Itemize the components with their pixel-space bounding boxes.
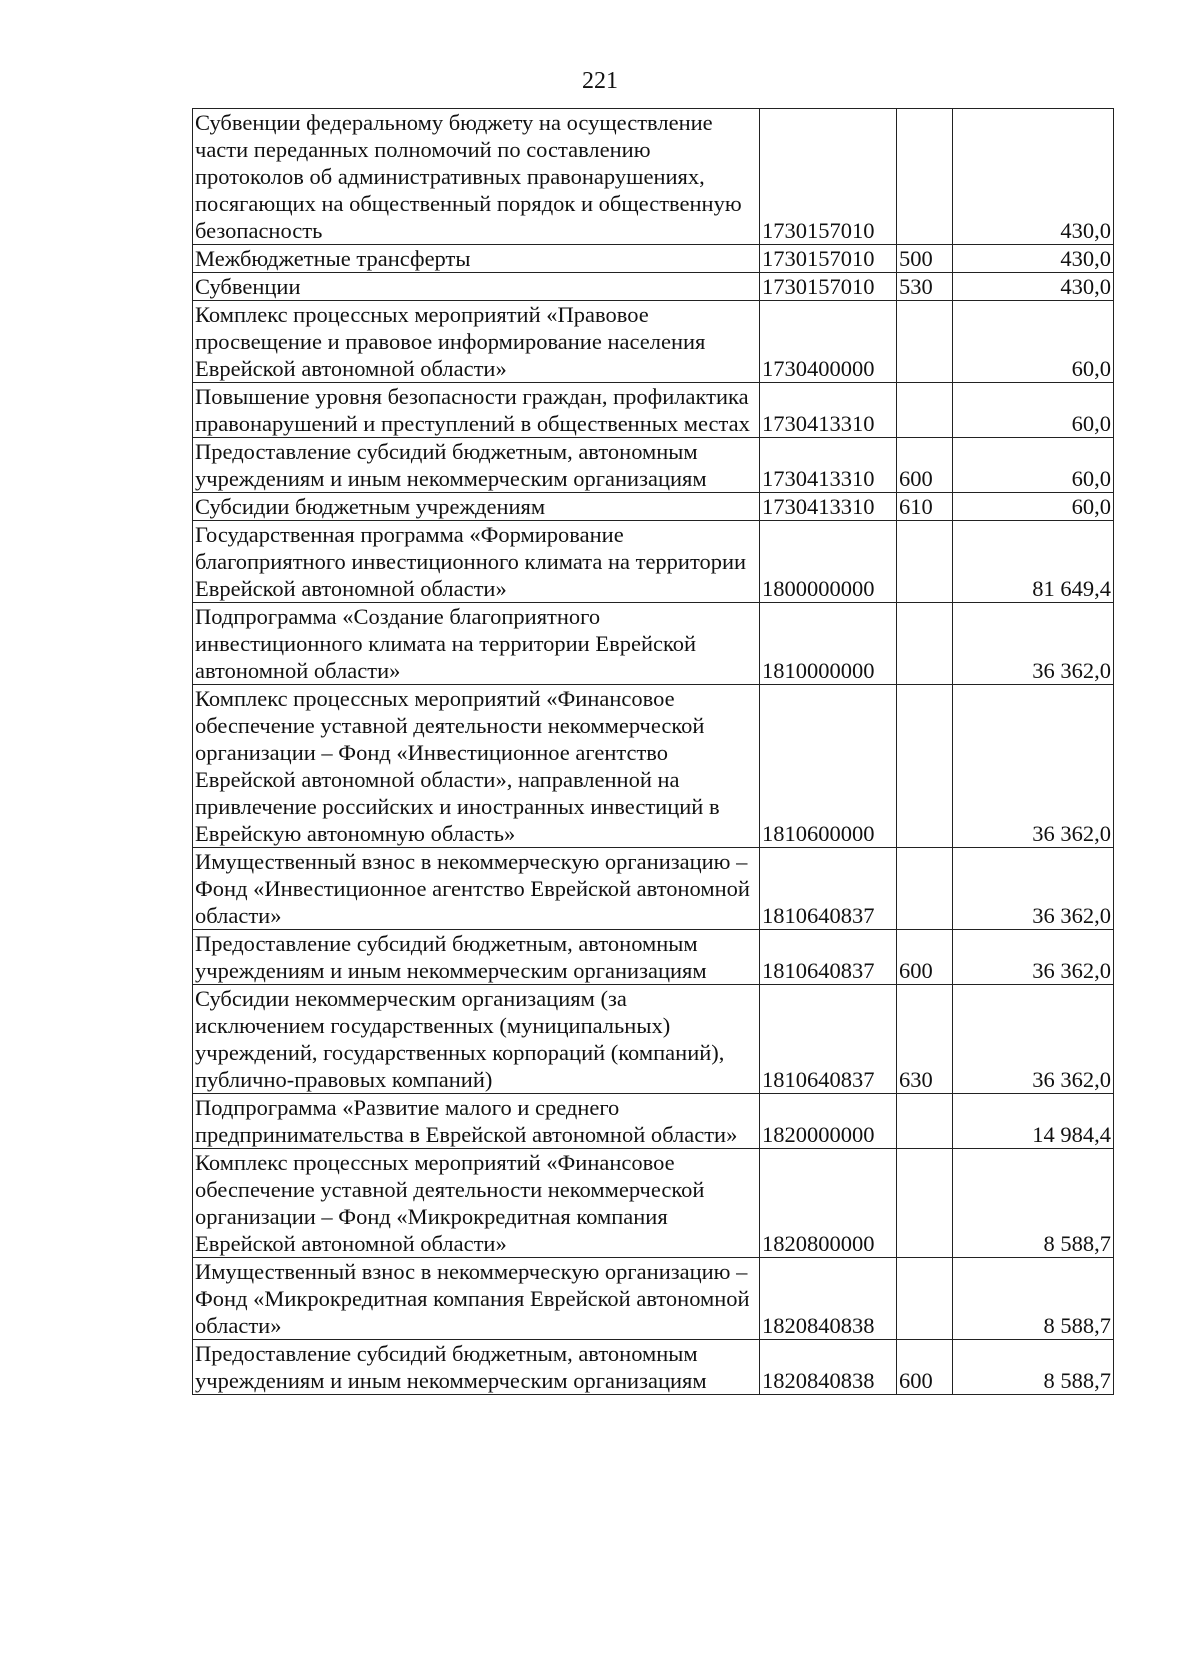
row-amount: 8 588,7 (953, 1258, 1114, 1340)
row-code: 1820800000 (760, 1149, 897, 1258)
row-name: Государственная программа «Формирование благоприятного инвестиционного климата на территории Еврейской автономной области» (193, 521, 760, 603)
row-amount: 8 588,7 (953, 1149, 1114, 1258)
table-row (193, 521, 1114, 603)
table-row (193, 493, 1114, 521)
row-amount: 36 362,0 (953, 685, 1114, 848)
row-code: 1730157010 (760, 109, 897, 245)
row-code: 1730413310 (760, 438, 897, 493)
row-code: 1820840838 (760, 1258, 897, 1340)
row-name: Субвенции федеральному бюджету на осуществление части переданных полномочий по составлению протоколов об административных правонарушениях, посягающих на общественный порядок и общественную безопасность (193, 109, 760, 245)
row-code: 1810600000 (760, 685, 897, 848)
row-code: 1810640837 (760, 985, 897, 1094)
table-row (193, 1340, 1114, 1395)
table-row (193, 930, 1114, 985)
row-type: 600 (897, 1340, 953, 1395)
row-code: 1810640837 (760, 848, 897, 930)
row-name: Комплекс процессных мероприятий «Правовое просвещение и правовое информирование населения Еврейской автономной области» (193, 301, 760, 383)
row-type: 500 (897, 245, 953, 273)
row-type: 610 (897, 493, 953, 521)
row-name: Субсидии некоммерческим организациям (за исключением государственных (муниципальных) учреждений, государственных корпораций (компаний), публично-правовых компаний) (193, 985, 760, 1094)
row-type (897, 1149, 953, 1258)
row-name: Повышение уровня безопасности граждан, профилактика правонарушений и преступлений в общественных местах (193, 383, 760, 438)
table-row (193, 848, 1114, 930)
row-name: Предоставление субсидий бюджетным, автономным учреждениям и иным некоммерческим организациям (193, 930, 760, 985)
row-type: 530 (897, 273, 953, 301)
row-amount: 36 362,0 (953, 930, 1114, 985)
table-row (193, 685, 1114, 848)
row-amount: 8 588,7 (953, 1340, 1114, 1395)
row-amount: 60,0 (953, 383, 1114, 438)
table-row (193, 1258, 1114, 1340)
row-code: 1820840838 (760, 1340, 897, 1395)
row-name: Комплекс процессных мероприятий «Финансовое обеспечение уставной деятельности некоммерческой организации – Фонд «Инвестиционное агентство Еврейской автономной области», направленной на привлечение российских и иностранных инвестиций в Еврейскую автономную область» (193, 685, 760, 848)
row-name: Имущественный взнос в некоммерческую организацию – Фонд «Микрокредитная компания Еврейской автономной области» (193, 1258, 760, 1340)
row-name: Предоставление субсидий бюджетным, автономным учреждениям и иным некоммерческим организациям (193, 1340, 760, 1395)
row-amount: 430,0 (953, 109, 1114, 245)
row-code: 1800000000 (760, 521, 897, 603)
row-type (897, 1094, 953, 1149)
row-name: Комплекс процессных мероприятий «Финансовое обеспечение уставной деятельности некоммерческой организации – Фонд «Микрокредитная компания Еврейской автономной области» (193, 1149, 760, 1258)
row-amount: 36 362,0 (953, 985, 1114, 1094)
row-code: 1730157010 (760, 273, 897, 301)
table-row (193, 301, 1114, 383)
row-type (897, 1258, 953, 1340)
table-row (193, 245, 1114, 273)
row-code: 1810640837 (760, 930, 897, 985)
table-row (193, 1149, 1114, 1258)
row-code: 1810000000 (760, 603, 897, 685)
row-amount: 60,0 (953, 493, 1114, 521)
table-row (193, 438, 1114, 493)
row-type: 600 (897, 438, 953, 493)
table-row (193, 109, 1114, 245)
row-code: 1730413310 (760, 383, 897, 438)
row-type: 600 (897, 930, 953, 985)
row-amount: 36 362,0 (953, 848, 1114, 930)
row-amount: 36 362,0 (953, 603, 1114, 685)
row-name: Предоставление субсидий бюджетным, автономным учреждениям и иным некоммерческим организациям (193, 438, 760, 493)
row-amount: 430,0 (953, 273, 1114, 301)
row-code: 1820000000 (760, 1094, 897, 1149)
row-amount: 81 649,4 (953, 521, 1114, 603)
row-name: Субвенции (193, 273, 760, 301)
row-type (897, 848, 953, 930)
row-name: Межбюджетные трансферты (193, 245, 760, 273)
row-code: 1730157010 (760, 245, 897, 273)
table-row (193, 383, 1114, 438)
row-amount: 60,0 (953, 438, 1114, 493)
row-amount: 430,0 (953, 245, 1114, 273)
row-amount: 60,0 (953, 301, 1114, 383)
row-name: Имущественный взнос в некоммерческую организацию – Фонд «Инвестиционное агентство Еврейской автономной области» (193, 848, 760, 930)
table-row (193, 273, 1114, 301)
row-type (897, 383, 953, 438)
budget-table (192, 108, 1114, 1395)
row-type (897, 521, 953, 603)
row-type (897, 109, 953, 245)
row-type (897, 603, 953, 685)
table-row (193, 985, 1114, 1094)
table-row (193, 1094, 1114, 1149)
row-code: 1730400000 (760, 301, 897, 383)
page-number: 221 (582, 68, 618, 94)
row-amount: 14 984,4 (953, 1094, 1114, 1149)
row-name: Субсидии бюджетным учреждениям (193, 493, 760, 521)
row-type (897, 301, 953, 383)
row-type: 630 (897, 985, 953, 1094)
row-name: Подпрограмма «Создание благоприятного инвестиционного климата на территории Еврейской автономной области» (193, 603, 760, 685)
table-row (193, 603, 1114, 685)
row-code: 1730413310 (760, 493, 897, 521)
row-type (897, 685, 953, 848)
row-name: Подпрограмма «Развитие малого и среднего предпринимательства в Еврейской автономной области» (193, 1094, 760, 1149)
